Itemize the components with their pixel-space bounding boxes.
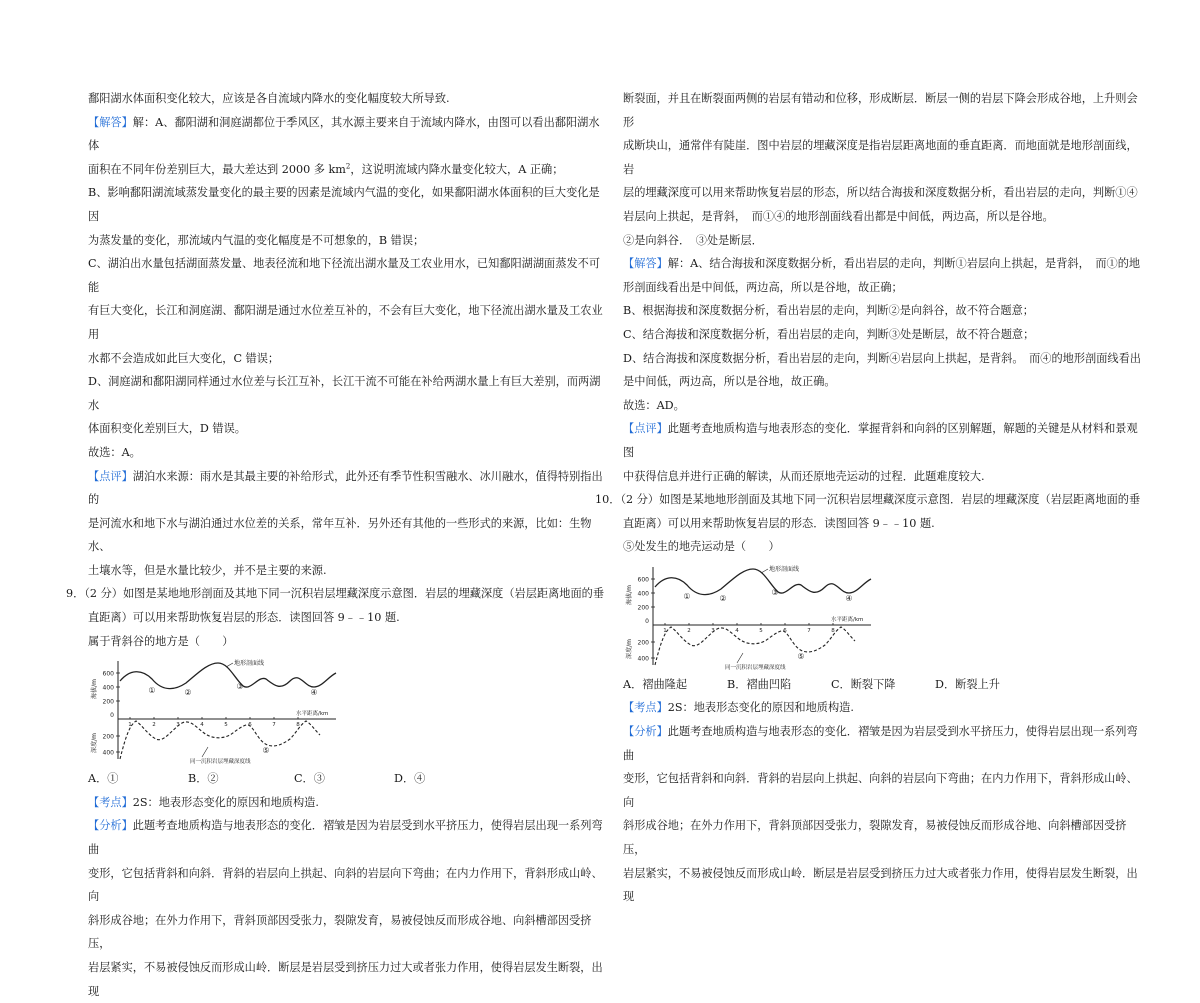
option-c[interactable]: C．断裂下降 (831, 677, 896, 691)
y-tick-label: 200 (637, 639, 649, 647)
text-line: 土壤水等，但是水量比较少，并不是主要的来源. (88, 563, 327, 577)
text-line: 2S：地表形态变化的原因和地质构造. (667, 701, 854, 715)
question-stem: 属于背斜谷的地方是（ ） (88, 634, 234, 648)
analysis-paragraph (623, 720, 1145, 767)
y-axis-title-bottom: 深度/m (91, 733, 98, 754)
x-tick-label: 4 (200, 722, 204, 729)
rock-layer-depth-line (655, 627, 855, 665)
x-tick-label: 4 (735, 627, 739, 634)
option-c[interactable]: C．③ (294, 772, 325, 786)
x-tick-label: 6 (783, 627, 787, 634)
geology-profile-figure (625, 561, 875, 673)
text-line: B、影响鄱阳湖流域蒸发量变化的最主要的因素是流域内气温的变化，如果鄱阳湖水体面积的巨大变化是因 (88, 186, 600, 223)
answer-paragraph (623, 252, 1145, 276)
y-axis-title-top: 海拔/m (91, 679, 98, 700)
option-d[interactable]: D．④ (394, 772, 426, 786)
text-line: 变形，它包括背斜和向斜．背斜的岩层向上拱起、向斜的岩层向下弯曲；在内力作用下，背斜形成山岭、向 (88, 866, 603, 904)
analysis-paragraph (88, 814, 610, 861)
x-tick-label: 8 (296, 722, 300, 729)
text-line: 体面积变化差别巨大，D 错误。 (88, 422, 246, 436)
text-line: 水都不会造成如此巨大变化，C 错误； (88, 351, 280, 365)
text-line: 湖泊水来源：雨水是其最主要的补给形式，此外还有季节性积雪融水、冰川融水，值得特别指出的 (88, 469, 603, 507)
terrain-leader-line (761, 569, 768, 573)
text-line: 直距离）可以用来帮助恢复岩层的形态．读图回答 9﹣﹣10 题. (88, 611, 400, 625)
option-d[interactable]: D．断裂上升 (935, 677, 1000, 691)
y-axis-title-top: 海拔/m (626, 584, 633, 605)
text-line: 有巨大变化，长江和洞庭湖、鄱阳湖是通过水位差互补的，不会有巨大变化，地下径流出湖水量及工农业用 (88, 304, 603, 341)
comment-paragraph (623, 417, 1145, 464)
text-line: 解：A、结合海拔和深度数据分析，看出岩层的走向，判断①岩层向上拱起，是背斜， 而①的地 (667, 257, 1141, 271)
text-line: 岩层紧实，不易被侵蚀反而形成山岭．断层是岩层受到挤压力过大或者张力作用，使得岩层发生断裂，出现 (623, 866, 1138, 904)
y-tick-label: 200 (102, 698, 114, 706)
text-line: 岩层紧实，不易被侵蚀反而形成山岭．断层是岩层受到挤压力过大或者张力作用，使得岩层发生断裂，出现 (88, 961, 603, 998)
geology-profile-figure (90, 655, 340, 767)
x-tick-label: 7 (807, 627, 811, 634)
x-axis-title: 水平距离/km (831, 616, 864, 623)
marker-3: ③ (236, 682, 244, 692)
options-row (88, 767, 610, 791)
answer-tag: 【解答】 (88, 115, 133, 129)
rock-layer-label: 同一沉积岩层埋藏深度线 (190, 759, 251, 766)
right-column (595, 87, 1145, 909)
rock-layer-leader-line (202, 747, 208, 757)
text-fragment: 面积在不同年份差别巨大，最大差达到 2000 多 km (88, 162, 346, 176)
text-line: 斜形成谷地；在外力作用下，背斜顶部因受张力，裂隙发育，易被侵蚀反而形成谷地、向斜槽部因受挤压， (623, 819, 1127, 857)
text-line: 层的埋藏深度可以用来帮助恢复岩层的形态，所以结合海拔和深度数据分析，看出岩层的走向，判断①④ (623, 186, 1138, 200)
y-tick-label: 600 (102, 670, 114, 678)
y-tick-label: 200 (102, 733, 114, 741)
question-text: （2 分）如图是某地地形剖面及其地下同一沉积岩层埋藏深度示意图．岩层的埋藏深度（岩层距离地面的垂 (620, 493, 1141, 507)
question-stem: ⑤处发生的地壳运动是（ ） (623, 540, 780, 554)
text-line: 直距离）可以用来帮助恢复岩层的形态．读图回答 9﹣﹣10 题. (623, 516, 935, 530)
text-line: 岩层向上拱起，是背斜， 而①④的地形剖面线看出都是中间低，两边高，所以是谷地。 (623, 209, 1054, 223)
knowledge-tag: 【考点】 (623, 701, 668, 715)
text-line: 是中间低，两边高，所以是谷地，故正确。 (623, 375, 836, 389)
y-tick-label: 400 (637, 655, 649, 663)
text-line: C、结合海拔和深度数据分析，看出岩层的走向，判断③处是断层，故不符合题意； (623, 327, 1035, 341)
question-number: 9． (66, 587, 85, 601)
x-axis-title: 水平距离/km (296, 711, 329, 718)
y-tick-label: 200 (637, 604, 649, 612)
text-line: 此题考查地质构造与地表形态的变化．褶皱是因为岩层受到水平挤压力，使得岩层出现一系列弯曲 (88, 819, 603, 857)
x-tick-label: 6 (248, 722, 252, 729)
rock-layer-depth-line (120, 721, 320, 759)
answer-paragraph (88, 111, 610, 158)
y-tick-label: 400 (102, 749, 114, 757)
y-tick-label-zero: 0 (110, 712, 114, 720)
analysis-tag: 【分析】 (88, 819, 133, 833)
x-tick-label: 7 (272, 722, 276, 729)
text-line: 变形，它包括背斜和向斜．背斜的岩层向上拱起、向斜的岩层向下弯曲；在内力作用下，背斜形成山岭、向 (623, 772, 1138, 809)
text-line: 故选：A。 (88, 445, 141, 459)
rock-layer-leader-line (737, 653, 743, 663)
left-column (66, 87, 610, 1003)
text-line: D、洞庭湖和鄱阳湖同样通过水位差与长江互补，长江干流不可能在补给两湖水量上有巨大差别，而两湖水 (88, 375, 601, 412)
terrain-label: 地形剖面线 (769, 565, 800, 573)
knowledge-tag: 【考点】 (88, 795, 133, 809)
text-line: C、湖泊出水量包括湖面蒸发量、地表径流和地下径流出湖水量及工农业用水，已知鄱阳湖湖面蒸发不可能 (88, 257, 601, 294)
marker-1: ① (148, 686, 156, 696)
y-tick-label: 600 (637, 576, 649, 584)
text-line: D、结合海拔和深度数据分析，看出岩层的走向，判断④岩层向上拱起，是背斜。 而④的地形剖面线看出 (623, 351, 1141, 365)
y-tick-label: 400 (102, 684, 114, 692)
superscript: 2 (345, 162, 351, 171)
text-fragment: ，这说明流域内降水量变化较大，A 正确； (350, 162, 564, 176)
text-line: ②是向斜谷． ③处是断层． (623, 233, 763, 247)
question-number: 10． (595, 493, 621, 507)
y-tick-label: 400 (637, 590, 649, 598)
text-line: 解：A、鄱阳湖和洞庭湖都位于季风区，其水源主要来自于流域内降水，由图可以看出鄱阳湖水体 (88, 115, 600, 153)
x-tick-label: 5 (759, 627, 763, 634)
x-tick-label: 3 (711, 627, 715, 634)
marker-5: ⑤ (797, 651, 805, 661)
knowledge-point (623, 696, 1145, 720)
text-line: 斜形成谷地；在外力作用下，背斜顶部因受张力，裂隙发育，易被侵蚀反而形成谷地、向斜槽部因受挤压， (88, 913, 592, 951)
x-tick-label: 1 (128, 722, 132, 729)
marker-1: ① (683, 591, 691, 601)
option-a[interactable]: A．① (88, 772, 119, 786)
text-line: 鄱阳湖水体面积变化较大，应该是各自流域内降水的变化幅度较大所导致. (88, 92, 450, 105)
comment-tag: 【点评】 (623, 422, 668, 436)
text-line (88, 158, 610, 182)
comment-tag: 【点评】 (88, 469, 133, 483)
text-line: 形剖面线看出是中间低，两边高，所以是谷地，故正确； (623, 280, 903, 294)
text-line: 故选：AD。 (623, 398, 685, 412)
x-tick-label: 8 (831, 627, 835, 634)
x-tick-label: 1 (663, 627, 667, 634)
answer-tag: 【解答】 (623, 257, 668, 271)
x-tick-label: 2 (152, 722, 156, 729)
text-line: 是河流水和地下水与湖泊通过水位差的关系，常年互补．另外还有其他的一些形式的来源，比如：生物水、 (88, 516, 592, 554)
marker-4: ④ (310, 688, 318, 698)
option-b[interactable]: B．褶曲凹陷 (727, 677, 792, 691)
x-tick-label: 3 (176, 722, 180, 729)
y-tick-label-zero: 0 (645, 617, 649, 625)
knowledge-point (88, 791, 610, 815)
rock-layer-label: 同一沉积岩层埋藏深度线 (725, 664, 786, 671)
text-line: 此题考查地质构造与地表形态的变化．掌握背斜和向斜的区别解题，解题的关键是从材料和景观图 (623, 422, 1138, 459)
marker-2: ② (184, 688, 192, 698)
terrain-leader-line (226, 663, 233, 667)
text-line: 2S：地表形态变化的原因和地质构造. (132, 795, 319, 809)
question-9 (66, 582, 610, 606)
y-axis-title-bottom: 深度/m (626, 638, 633, 659)
x-tick-label: 5 (224, 722, 228, 729)
terrain-profile-line (655, 569, 871, 595)
text-line: 为蒸发量的变化，那流域内气温的变化幅度是不可想象的，B 错误； (88, 233, 425, 247)
terrain-label: 地形剖面线 (234, 660, 265, 668)
question-10 (595, 488, 1145, 512)
x-tick-label: 2 (687, 627, 691, 634)
terrain-profile-line (120, 663, 336, 692)
text-line: 中获得信息并进行正确的解读，从而还原地壳运动的过程．此题难度较大. (623, 469, 985, 483)
text-line: B、根据海拔和深度数据分析，看出岩层的走向，判断②是向斜谷，故不符合题意； (623, 304, 1034, 318)
options-row (623, 673, 1145, 697)
comment-paragraph (88, 465, 610, 512)
marker-5: ⑤ (262, 746, 270, 756)
marker-3: ③ (771, 587, 779, 597)
text-line: 断裂面，并且在断裂面两侧的岩层有错动和位移，形成断层．断层一侧的岩层下降会形成谷地，上升则会形 (623, 92, 1138, 129)
option-b[interactable]: B．② (188, 772, 219, 786)
text-line: 此题考查地质构造与地表形态的变化．褶皱是因为岩层受到水平挤压力，使得岩层出现一系列弯曲 (623, 725, 1138, 762)
option-a[interactable]: A．褶曲隆起 (623, 677, 688, 691)
analysis-tag: 【分析】 (623, 725, 668, 739)
text-line: 成断块山，通常伴有陡崖．图中岩层的埋藏深度是指岩层距离地面的垂直距离．而地面就是地形剖面线，岩 (623, 139, 1138, 176)
marker-4: ④ (845, 593, 853, 603)
question-text: （2 分）如图是某地地形剖面及其地下同一沉积岩层埋藏深度示意图．岩层的埋藏深度（岩层距离地面的垂 (84, 587, 605, 601)
marker-2: ② (719, 593, 727, 603)
